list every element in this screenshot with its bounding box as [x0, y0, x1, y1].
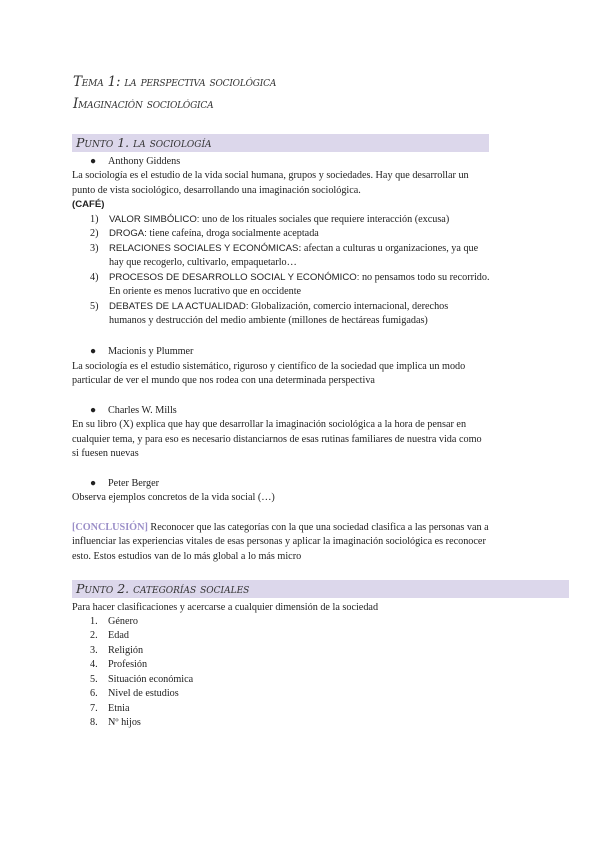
- list-number: 1.: [90, 616, 98, 627]
- list-item-lead: DEBATES DE LA ACTUALIDAD:: [109, 301, 249, 312]
- list-item-lead: VALOR SIMBÓLICO:: [109, 214, 200, 225]
- section-heading-punto-2: [72, 580, 569, 598]
- list-item-text: Nº hijos: [108, 717, 141, 728]
- paragraph-line: influenciar las experiencias vitales de esas personas y aplicar la imaginación sociológica es reconocer: [72, 536, 486, 547]
- section-heading-label: Punto 1. la sociología: [76, 135, 212, 150]
- list-number: 6.: [90, 688, 98, 699]
- author-bullet-mills: [90, 404, 177, 419]
- subtopic-title: Imaginación sociológica: [73, 96, 214, 112]
- list-item-text: Globalización, comercio internacional, derechos: [248, 301, 449, 312]
- paragraph-line: Para hacer clasificaciones y acercarse a cualquier dimensión de la sociedad: [72, 602, 379, 613]
- list-item-lead: PROCESOS DE DESARROLLO SOCIAL Y ECONÓMICO:: [109, 272, 360, 283]
- list-item: [90, 673, 193, 688]
- bullet-icon: ●: [90, 478, 97, 489]
- list-item-continuation: hay que recogerlo, cultivarlo, empaquetarlo…: [109, 257, 297, 268]
- paragraph-line: En su libro (X) explica que hay que desarrollar la imaginación sociológica a la hora de pensar en: [72, 419, 467, 430]
- list-item-lead: RELACIONES SOCIALES Y ECONÓMICAS: [109, 243, 299, 254]
- list-number: 2.: [90, 630, 98, 641]
- list-item: [90, 716, 141, 731]
- list-item-text: no pensamos todo su recorrido.: [359, 272, 490, 283]
- list-item: [90, 644, 143, 659]
- list-item: [90, 227, 319, 242]
- list-item: [90, 300, 449, 315]
- list-item-lead: DROGA:: [109, 228, 147, 239]
- paragraph-line: si fuesen nuevas: [72, 448, 139, 459]
- list-number: 2): [90, 228, 99, 239]
- list-item-text: Edad: [108, 630, 129, 641]
- list-item: [90, 213, 450, 228]
- paragraph-line: esto. Estos estudios van de lo más global a lo más micro: [72, 551, 302, 562]
- author-name: Charles W. Mills: [108, 405, 177, 416]
- list-item-text: Situación económica: [108, 674, 194, 685]
- author-name: Macionis y Plummer: [108, 346, 194, 357]
- bullet-icon: ●: [90, 156, 97, 167]
- list-item-text: Profesión: [108, 659, 148, 670]
- author-bullet-macionis: [90, 345, 193, 360]
- list-item: [90, 702, 130, 717]
- list-number: 3): [90, 243, 99, 254]
- list-item-continuation: humanos y destrucción del medio ambiente (millones de hectáreas fumigadas): [109, 315, 428, 326]
- list-item-text: Etnia: [108, 703, 130, 714]
- list-item: [90, 629, 129, 644]
- list-item-text: tiene cafeína, droga socialmente aceptada: [146, 228, 319, 239]
- list-number: 4): [90, 272, 99, 283]
- list-item-text: Religión: [108, 645, 144, 656]
- list-number: 4.: [90, 659, 98, 670]
- list-item: [90, 615, 138, 630]
- bullet-icon: ●: [90, 346, 97, 357]
- paragraph-line: La sociología es el estudio de la vida social humana, grupos y sociedades. Hay que desarrollar un: [72, 170, 469, 181]
- paragraph-line: cualquier tema, y para eso es necesario distanciarnos de esas rutinas familiares de nuestra vida como: [72, 434, 482, 445]
- list-item-text: Género: [108, 616, 138, 627]
- list-item: [90, 242, 479, 257]
- list-number: 5.: [90, 674, 98, 685]
- paragraph-line: punto de vista sociológico, desarrollando una imaginación sociológica.: [72, 185, 361, 196]
- topic-title: Tema 1: la perspectiva sociológica: [73, 74, 277, 90]
- list-number: 7.: [90, 703, 98, 714]
- conclusion-tag: [CONCLUSIÓN]: [72, 522, 148, 533]
- list-item: [90, 687, 179, 702]
- list-number: 1): [90, 214, 99, 225]
- author-name: Peter Berger: [108, 478, 160, 489]
- section-heading-punto-1: [72, 134, 489, 152]
- list-item: [90, 271, 490, 286]
- author-bullet-giddens: [90, 155, 180, 170]
- author-bullet-berger: [90, 477, 159, 492]
- list-number: 3.: [90, 645, 98, 656]
- list-item-continuation: En oriente es menos lucrativo que en occidente: [109, 286, 302, 297]
- list-number: 8.: [90, 717, 98, 728]
- conclusion-text: Reconocer que las categorías con la que una sociedad clasifica a las personas van a: [147, 522, 489, 533]
- cafe-label: (CAFÉ): [72, 199, 105, 210]
- paragraph-line: Observa ejemplos concretos de la vida social (…): [72, 492, 275, 503]
- section-heading-label: Punto 2. categorías sociales: [76, 581, 250, 596]
- list-number: 5): [90, 301, 99, 312]
- list-item-text: Nivel de estudios: [108, 688, 179, 699]
- list-item-text: uno de los rituales sociales que requiere interacción (excusa): [199, 214, 450, 225]
- bullet-icon: ●: [90, 405, 97, 416]
- author-name: Anthony Giddens: [108, 156, 181, 167]
- paragraph-line: La sociología es el estudio sistemático, riguroso y científico de la sociedad que implica un modo: [72, 361, 466, 372]
- conclusion-paragraph: [72, 521, 489, 536]
- list-item: [90, 658, 147, 673]
- paragraph-line: particular de ver el mundo que nos rodea con una determinada perspectiva: [72, 375, 375, 386]
- list-item-text: : afectan a culturas u organizaciones, ya que: [298, 243, 479, 254]
